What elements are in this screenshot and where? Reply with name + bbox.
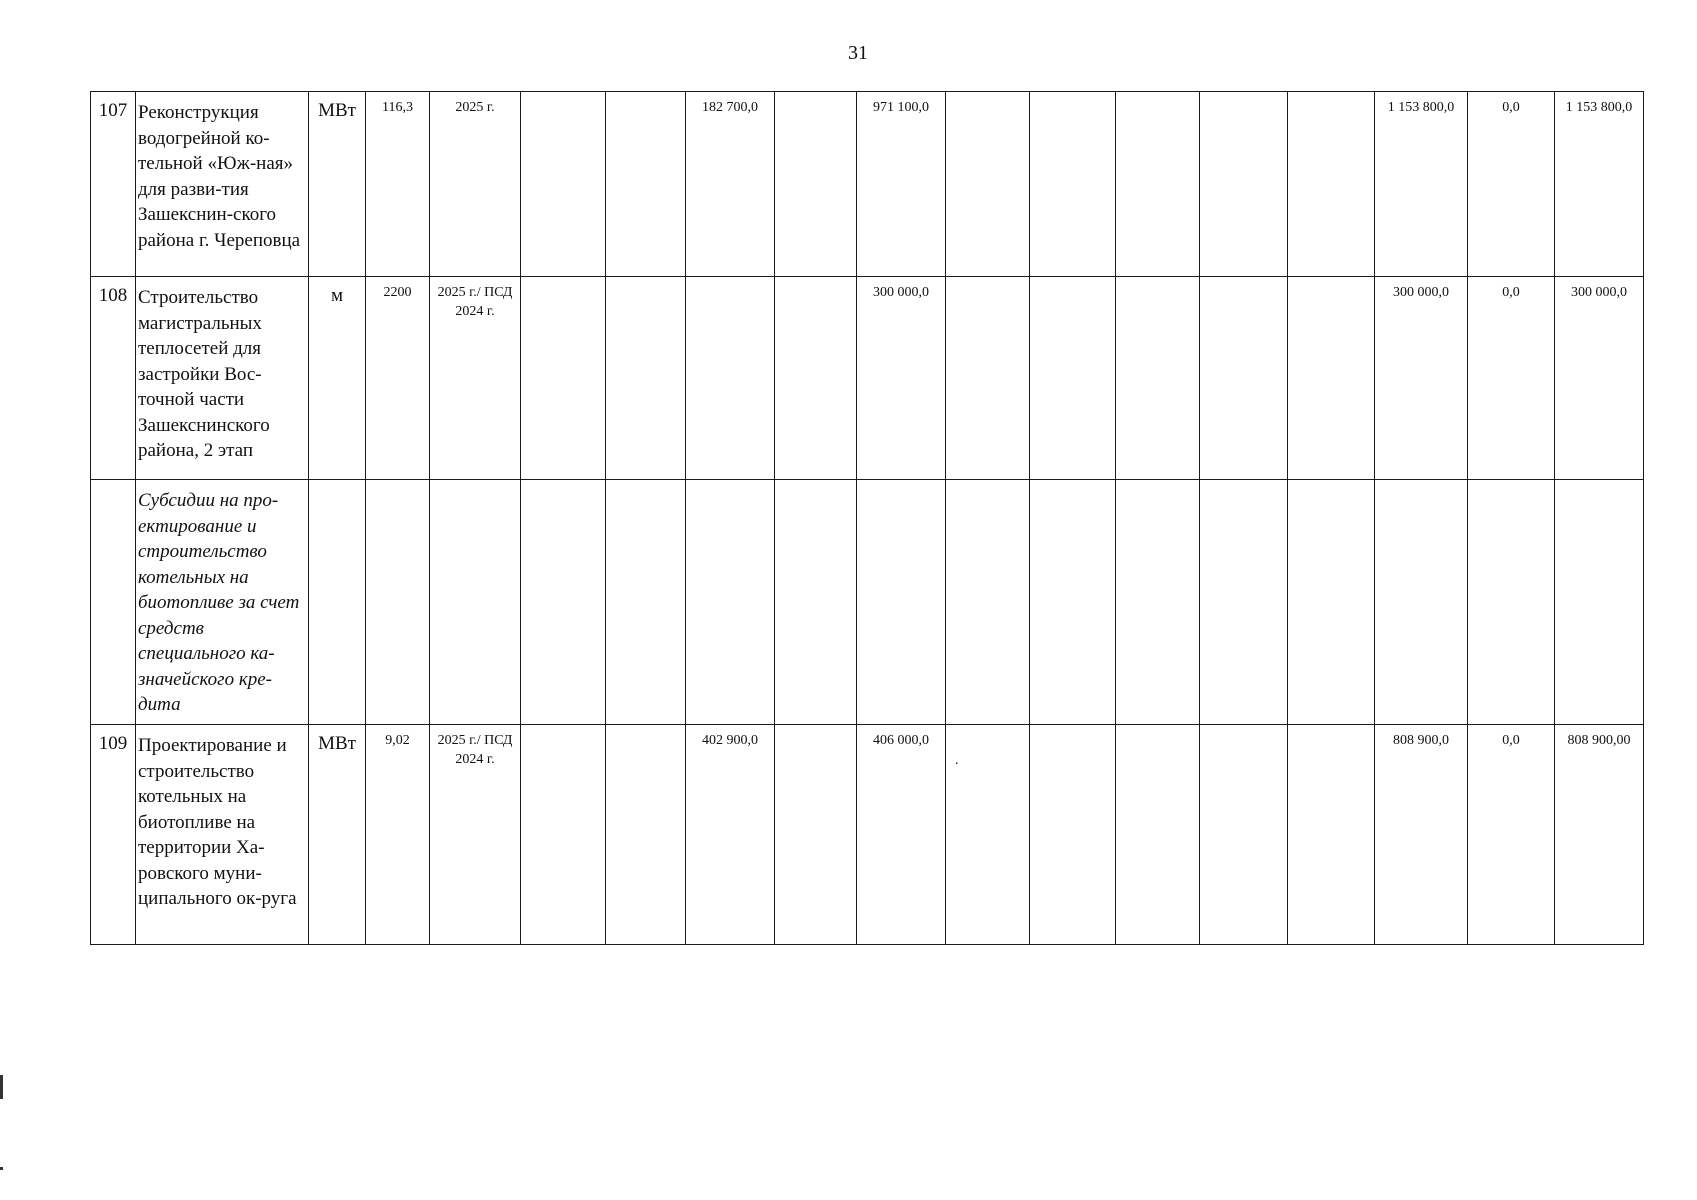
cell <box>521 480 606 725</box>
cell <box>1200 725 1288 945</box>
row-number: 108 <box>91 277 136 480</box>
total-cell: 1 153 800,0 <box>1375 92 1468 277</box>
cell <box>1030 92 1116 277</box>
year: 2025 г./ ПСД 2024 г. <box>430 725 521 945</box>
section-title: Субсидии на про-ектирование и строительство котельных на биотопливе за счет средств специального ка-значейского кре-дита <box>136 480 309 725</box>
year: 2025 г. <box>430 92 521 277</box>
zero-cell <box>1468 480 1555 725</box>
zero-cell: 0,0 <box>1468 92 1555 277</box>
cell <box>521 92 606 277</box>
total-cell: 808 900,00 <box>1555 725 1644 945</box>
total-cell: 300 000,0 <box>1555 277 1644 480</box>
cell <box>606 277 686 480</box>
cell <box>775 480 857 725</box>
amount-cell: 971 100,0 <box>857 92 946 277</box>
cell <box>1030 480 1116 725</box>
table-row <box>91 725 1644 945</box>
cell <box>1200 92 1288 277</box>
cell <box>1200 480 1288 725</box>
total-cell: 1 153 800,0 <box>1555 92 1644 277</box>
stray-dot: . <box>955 753 959 768</box>
cell <box>1116 480 1200 725</box>
total-cell: 808 900,0 <box>1375 725 1468 945</box>
capacity: 116,3 <box>366 92 430 277</box>
table-row <box>91 92 1644 277</box>
total-cell <box>1555 480 1644 725</box>
table-row <box>91 480 1644 725</box>
cell <box>1288 480 1375 725</box>
cell <box>1030 725 1116 945</box>
unit <box>309 480 366 725</box>
cell <box>1030 277 1116 480</box>
object-name: Строительство магистральных теплосетей для застройки Вос-точной части Зашекснинского района, 2 этап <box>136 277 309 480</box>
amount-cell: 402 900,0 <box>686 725 775 945</box>
year <box>430 480 521 725</box>
cell <box>775 725 857 945</box>
amount-cell: 300 000,0 <box>857 277 946 480</box>
zero-cell: 0,0 <box>1468 277 1555 480</box>
total-cell: 300 000,0 <box>1375 277 1468 480</box>
unit: м <box>309 277 366 480</box>
unit: МВт <box>309 92 366 277</box>
scan-margin-mark <box>0 1167 3 1170</box>
total-cell <box>1375 480 1468 725</box>
cell <box>1116 725 1200 945</box>
amount-cell: 406 000,0 <box>857 725 946 945</box>
cell <box>775 277 857 480</box>
capacity: 9,02 <box>366 725 430 945</box>
amount-cell <box>686 277 775 480</box>
object-name: Реконструкция водогрейной ко-тельной «Юж-ная» для разви-тия Зашекснин-ского района г. Череповца <box>136 92 309 277</box>
cell <box>606 92 686 277</box>
cell <box>521 725 606 945</box>
cell <box>606 480 686 725</box>
amount-cell <box>686 480 775 725</box>
cell <box>775 92 857 277</box>
scan-margin-mark <box>0 1075 3 1099</box>
cell <box>1288 92 1375 277</box>
cell <box>521 277 606 480</box>
cell <box>1116 92 1200 277</box>
row-number: 109 <box>91 725 136 945</box>
cell <box>946 480 1030 725</box>
table-row <box>91 277 1644 480</box>
amount-cell: 182 700,0 <box>686 92 775 277</box>
zero-cell: 0,0 <box>1468 725 1555 945</box>
program-table <box>90 91 1644 945</box>
cell <box>606 725 686 945</box>
cell <box>1288 725 1375 945</box>
row-number: 107 <box>91 92 136 277</box>
cell <box>1288 277 1375 480</box>
capacity: 2200 <box>366 277 430 480</box>
cell <box>1200 277 1288 480</box>
amount-cell <box>857 480 946 725</box>
capacity <box>366 480 430 725</box>
page-number: 31 <box>848 42 868 64</box>
year: 2025 г./ ПСД 2024 г. <box>430 277 521 480</box>
unit: МВт <box>309 725 366 945</box>
cell <box>1116 277 1200 480</box>
cell <box>946 277 1030 480</box>
cell <box>946 92 1030 277</box>
object-name: Проектирование и строительство котельных на биотопливе на территории Ха-ровского муни-ципального ок-руга <box>136 725 309 945</box>
row-number <box>91 480 136 725</box>
